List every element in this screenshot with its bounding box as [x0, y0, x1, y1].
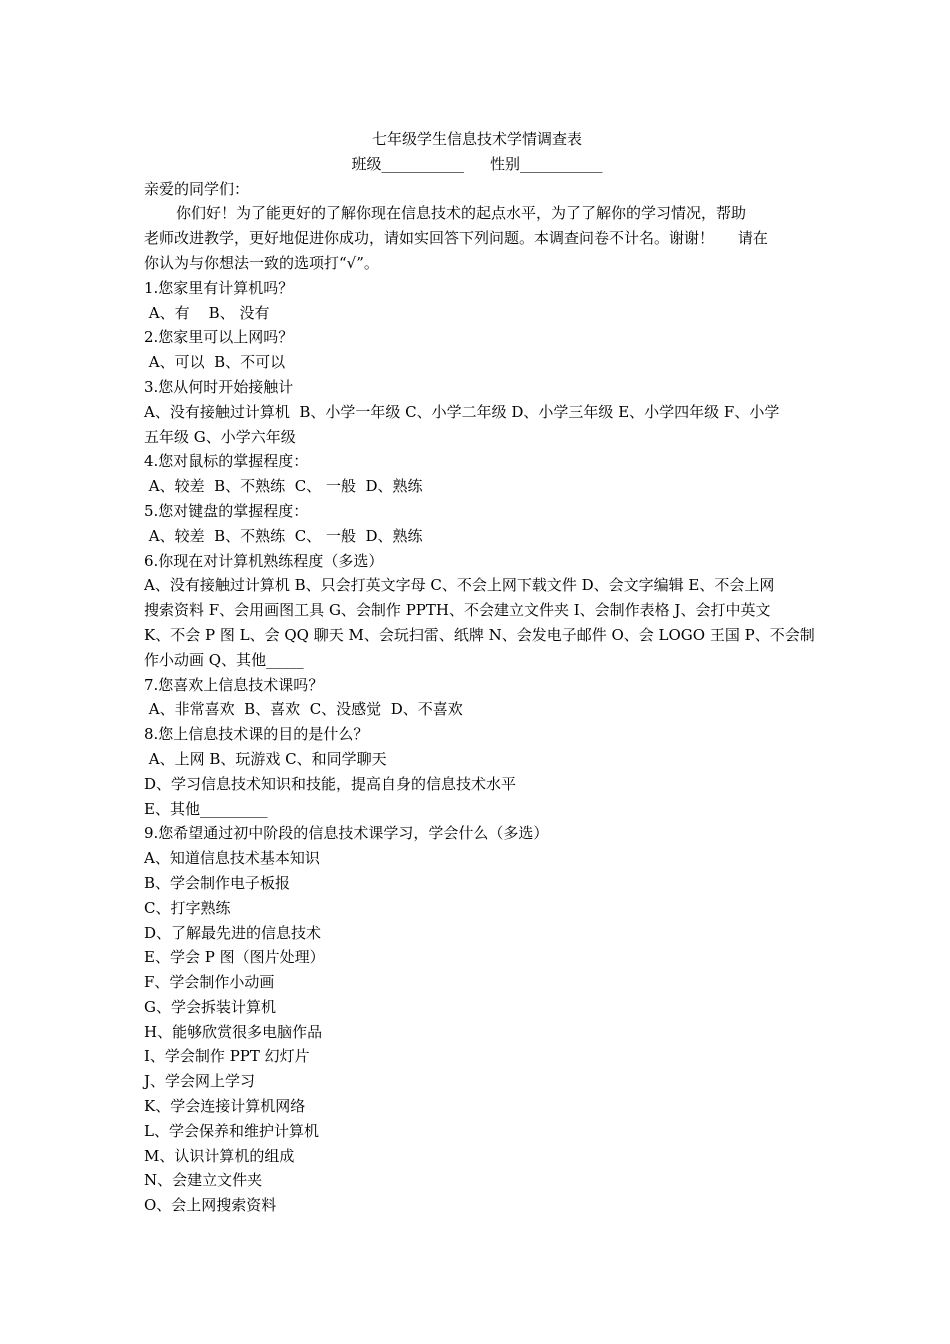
intro-line-2: 老师改进教学，更好地促进你成功，请如实回答下列问题。本调查问卷不计名。谢谢！ 请在 — [144, 229, 768, 248]
question-list — [144, 276, 815, 1218]
answer-options: B、学会制作电子板报 — [144, 873, 291, 892]
answer-options: E、其他_________ — [144, 799, 268, 818]
question-text: 2.您家里可以上网吗？ — [144, 328, 294, 347]
answer-options: D、学习信息技术知识和技能，提高自身的信息技术水平 — [144, 774, 517, 793]
answer-options: H、能够欣赏很多电脑作品 — [144, 1022, 323, 1041]
answer-options: A、有 B、 没有 — [144, 303, 270, 322]
question-block — [144, 549, 815, 673]
answer-options: J、学会网上学习 — [144, 1072, 256, 1091]
question-text: 1.您家里有计算机吗？ — [144, 278, 294, 297]
answer-options: E、学会 P 图（图片处理） — [144, 948, 325, 967]
answer-options: 作小动画 Q、其他_____ — [144, 650, 304, 669]
question-block — [144, 325, 810, 375]
answer-options: K、不会 P 图 L、会 QQ 聊天 M、会玩扫雷、纸牌 N、会发电子邮件 O、会 LOGO 王国 P、不会制 — [144, 625, 815, 644]
question-text: 5.您对键盘的掌握程度： — [144, 501, 309, 520]
question-block — [144, 276, 810, 326]
question-text: 8.您上信息技术课的目的是什么？ — [144, 725, 369, 744]
answer-options: A、没有接触过计算机 B、小学一年级 C、小学二年级 D、小学三年级 E、小学四年级 F、小学 — [144, 402, 780, 421]
question-text: 6.你现在对计算机熟练程度（多选） — [144, 551, 384, 570]
answer-options: A、没有接触过计算机 B、只会打英文字母 C、不会上网下载文件 D、会文字编辑 E、不会上网 — [144, 576, 775, 595]
question-block — [144, 499, 810, 549]
question-block — [144, 375, 810, 449]
document-title: 七年级学生信息技术学情调查表 — [371, 130, 582, 148]
class-field: 班级___________ — [351, 154, 464, 173]
question-text: 3.您从何时开始接触计 — [144, 377, 294, 396]
document-body — [144, 127, 815, 1218]
intro-line-1: 你们好！为了能更好的了解你现在信息技术的起点水平，为了了解你的学习情况，帮助 — [176, 204, 747, 223]
question-block — [144, 673, 810, 723]
answer-options: A、非常喜欢 B、喜欢 C、没感觉 D、不喜欢 — [144, 700, 463, 719]
answer-options: F、学会制作小动画 — [144, 973, 275, 992]
answer-options: 搜索资料 F、会用画图工具 G、会制作 PPTH、不会建立文件夹 I、会制作表格 J、会打中英文 — [144, 601, 771, 620]
student-info-line — [144, 152, 810, 177]
intro-line-3: 你认为与你想法一致的选项打“√”。 — [144, 253, 379, 272]
gender-field: 性别___________ — [490, 154, 603, 173]
answer-options: A、上网 B、玩游戏 C、和同学聊天 — [144, 749, 387, 768]
answer-options: G、学会拆装计算机 — [144, 997, 276, 1016]
answer-options: D、了解最先进的信息技术 — [144, 923, 322, 942]
question-block — [144, 449, 810, 499]
answer-options: L、学会保养和维护计算机 — [144, 1121, 319, 1140]
answer-options: M、认识计算机的组成 — [144, 1146, 295, 1165]
answer-options: K、学会连接计算机网络 — [144, 1097, 306, 1116]
greeting: 亲爱的同学们： — [144, 179, 250, 198]
question-text: 7.您喜欢上信息技术课吗？ — [144, 675, 324, 694]
question-text: 4.您对鼠标的掌握程度： — [144, 452, 309, 471]
answer-options: A、较差 B、不熟练 C、 一般 D、熟练 — [144, 526, 423, 545]
answer-options: A、较差 B、不熟练 C、 一般 D、熟练 — [144, 477, 423, 496]
question-text: 9.您希望通过初中阶段的信息技术课学习，学会什么（多选） — [144, 824, 549, 843]
answer-options: O、会上网搜索资料 — [144, 1196, 277, 1215]
answer-options: 五年级 G、小学六年级 — [144, 427, 296, 446]
answer-options: A、知道信息技术基本知识 — [144, 849, 320, 868]
answer-options: N、会建立文件夹 — [144, 1171, 263, 1190]
question-block — [144, 722, 810, 821]
question-block — [144, 821, 810, 1218]
answer-options: C、打字熟练 — [144, 898, 231, 917]
answer-options: I、学会制作 PPT 幻灯片 — [144, 1047, 310, 1066]
answer-options: A、可以 B、不可以 — [144, 353, 286, 372]
